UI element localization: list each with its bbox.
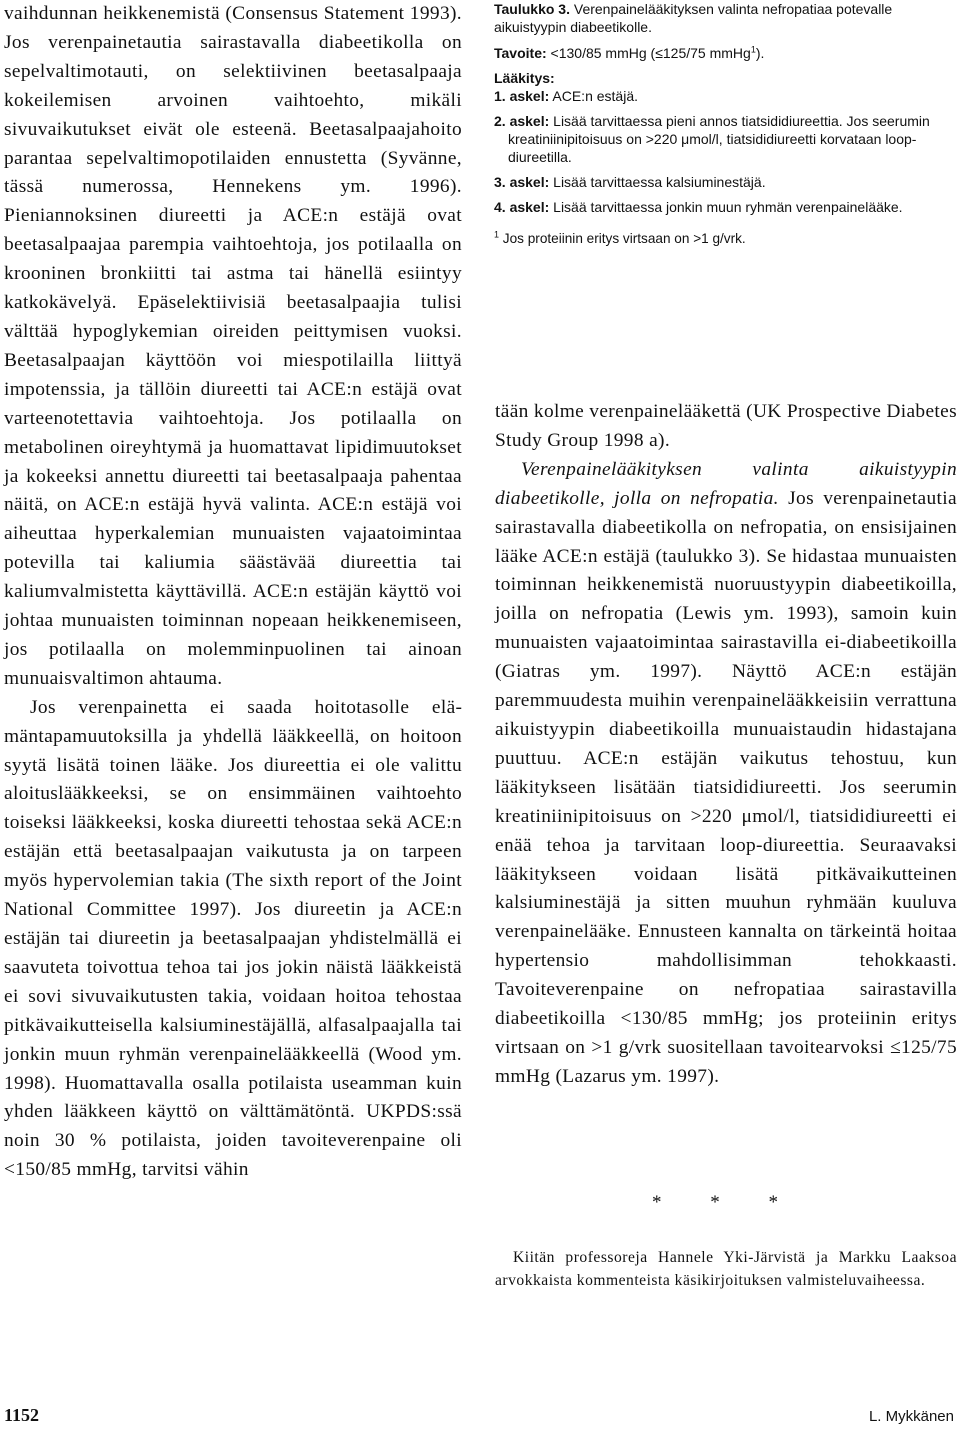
- body-paragraph: tään kolme verenpainelääkettä (UK Prospective Diabetes Study Group 1998 a).: [495, 401, 958, 451]
- table-footnote: [494, 230, 954, 248]
- footnote-marker: 1: [494, 229, 500, 240]
- goal-footnote-marker: 1: [750, 44, 756, 55]
- goal-text-end: ).: [755, 45, 765, 61]
- acknowledgement: Kiitän professoreja Hannele Yki-Järvistä ja Markku Laaksoa arvokkaista kommenteista käsikirjoituksen valmisteluvaiheessa.: [495, 1249, 957, 1289]
- footnote-text: Jos proteiinin eritys virtsaan on >1 g/vrk.: [502, 231, 746, 246]
- step-label: 1. askel:: [494, 88, 550, 104]
- right-text-column: [495, 398, 957, 1092]
- table-caption-text: Verenpainelääkityksen valinta nefropatiaa potevalle aikuistyypin diabeetikolle.: [494, 1, 893, 35]
- section-separator: * * *: [652, 1192, 800, 1213]
- left-text-column: [4, 0, 462, 1185]
- step-text: Lisää tarvittaessa kalsiuminestäjä.: [553, 174, 766, 190]
- table-caption: [494, 0, 954, 36]
- step-label: 4. askel:: [494, 199, 550, 215]
- body-paragraph: vaihdunnan heikkenemistä (Consensus Statement 1993). Jos verenpainetautia sairastavalla diabeetikolla on sepelvaltimotauti, on selektiivinen beetasalpaaja kokeilemisen arvoinen vaihtoehto, mikäli sivuvaikutukset eivät ole esteenä. Beetasalpaajahoito parantaa sepelvaltimopotilaiden ennustetta (Syvänne, tässä numerossa, Hennekens ym. 1996). Pieniannoksinen diureetti ja ACE:n estäjä ovat beetasalpaajaa parempia vaihtoehtoja, jos potilaalla on krooninen bronkiitti tai astma tai hänellä esiintyy katkokävelyä. Epäselektiivisiä beetasalpaajia tulisi välttää hypoglykemian oireiden peittymisen vuoksi. Beetasalpaajan käyttöön voi miespotilailla liittyä impotenssia, ja tällöin diureetti tai ACE:n estäjä ovat varteenotettavia vaihtoehtoja. Jos potilaalla on metabolinen oireyhtymä ja huomattavat lipidimuutokset ja kokeeksi annettu diureetti tai beetasalpaaja pahentaa näitä, on ACE:n estäjä hyvä valinta. ACE:n estäjä voi aiheuttaa hyperkalemian munuaisten vajaatoimintaa potevilla tai kaliumia säästävää diureettia tai kaliumvalmistetta käyttävillä. ACE:n estäjän käyttö voi johtaa munuaisten toiminnan nopeaan heikkenemiseen, jos potilaalla on molemminpuolinen tai ainoan munuaisvaltimon ahtauma.: [4, 3, 462, 689]
- page-number: 1152: [4, 1405, 40, 1425]
- table-step: [494, 87, 954, 105]
- goal-text: <130/85 mmHg (≤125/75 mmHg: [550, 45, 751, 61]
- table-step: [494, 173, 954, 191]
- medication-heading: Lääkitys:: [494, 70, 555, 86]
- step-text: Lisää tarvittaessa jonkin muun ryhmän verenpainelääke.: [553, 199, 903, 215]
- table-3: [494, 0, 954, 262]
- step-label: 3. askel:: [494, 174, 550, 190]
- running-author: L. Mykkänen: [868, 1408, 954, 1425]
- paragraph-run-in-heading: Verenpainelääkityksen valinta aikuistyypin diabeetikolle, jolla on nefropatia.: [495, 458, 957, 509]
- body-paragraph: Jos verenpainetta ei saada hoitotasolle elämäntapamuutoksilla ja yhdellä lääkkeellä, on hoitoon syytä lisätä toinen lääke. Jos diureettia ei ole valittu aloituslääkkeeksi, se on ensimmäinen vaihtoehto toiseksi lääkkeeksi, koska diureetti tehostaa sekä ACE:n estäjän että beetasalpaajan vaikutusta ja on tarpeen myös hypervolemian takia (The sixth report of the Joint National Committee 1997). Jos diureetin ja ACE:n estäjän tai diureetin ja beetasalpaajan yhdistelmällä ei saavuteta toivottua tehoa tai jos jokin näistä lääkkeistä ei sovi sivuvaikutusten takia, voidaan hoitoa tehostaa pitkävaikutteisella kalsiuminestäjällä, alfasalpaajalla tai jonkin muun ryhmän verenpainelääkkeellä (Wood ym. 1998). Huomattavalla osalla potilaista useamman kuin yhden lääkkeen käyttö on välttämätöntä. UKPDS:ssä noin 30 % potilaista, joiden tavoiteverenpaine oli <150/85 mmHg, tarvitsi vähin: [4, 696, 462, 1181]
- table-caption-label: Taulukko 3.: [494, 1, 570, 17]
- step-label: 2. askel:: [494, 113, 550, 129]
- table-step: [494, 198, 954, 216]
- step-text: ACE:n estäjä.: [552, 88, 638, 104]
- step-text: Lisää tarvittaessa pieni annos tiatsididiureettia. Jos seerumin kreatiniinipitoisuus on >220 μmol/l, tiatsididiureetti korvataan loop-diureetilla.: [508, 113, 930, 165]
- goal-label: Tavoite:: [494, 45, 547, 61]
- table-step: [494, 112, 954, 166]
- table-goal: [494, 44, 954, 62]
- body-paragraph: [495, 456, 957, 1092]
- paragraph-text: Jos verenpainetautia sairastavalla diabeetikolla on nefropatia, on ensisijainen lääke ACE:n estäjä (taulukko 3). Se hidastaa munuaisten toiminnan heikkenemistä nuoruustyypin diabeetikoilla, joilla on nefropatia (Lewis ym. 1993), samoin kuin munuaisten vajaatoimintaa sairastavilla ei-diabeetikoilla (Giatras ym. 1997). Näyttö ACE:n estäjän paremmuudesta muihin verenpainelääkkeisiin verrattuna aikuistyypin diabeetikoilla munuaistaudin hidastajana puuttuu. ACE:n estäjän vaikutus tehostuu, kun lääkitykseen lisätään tiatsididiureetti. Jos seerumin kreatiniinipitoisuus on >220 μmol/l, tiatsididiureetti ei enää tehoa ja tarvitaan loop-diureettia. Seuraavaksi lääkitykseen voidaan lisätä pitkävaikutteinen kalsiuminestäjä ja sitten muuhun ryhmään kuuluva verenpainelääke. Ennusteen kannalta on tärkeintä hoitaa hypertensio mahdollisimman tehokkaasti. Tavoiteverenpaine on nefropatiaa sairastavilla diabeetikoilla <130/85 mmHg; jos proteiinin eritys virtsaan on >1 g/vrk suositellaan tavoitearvoksi ≤125/75 mmHg (Lazarus ym. 1997).: [495, 487, 957, 1087]
